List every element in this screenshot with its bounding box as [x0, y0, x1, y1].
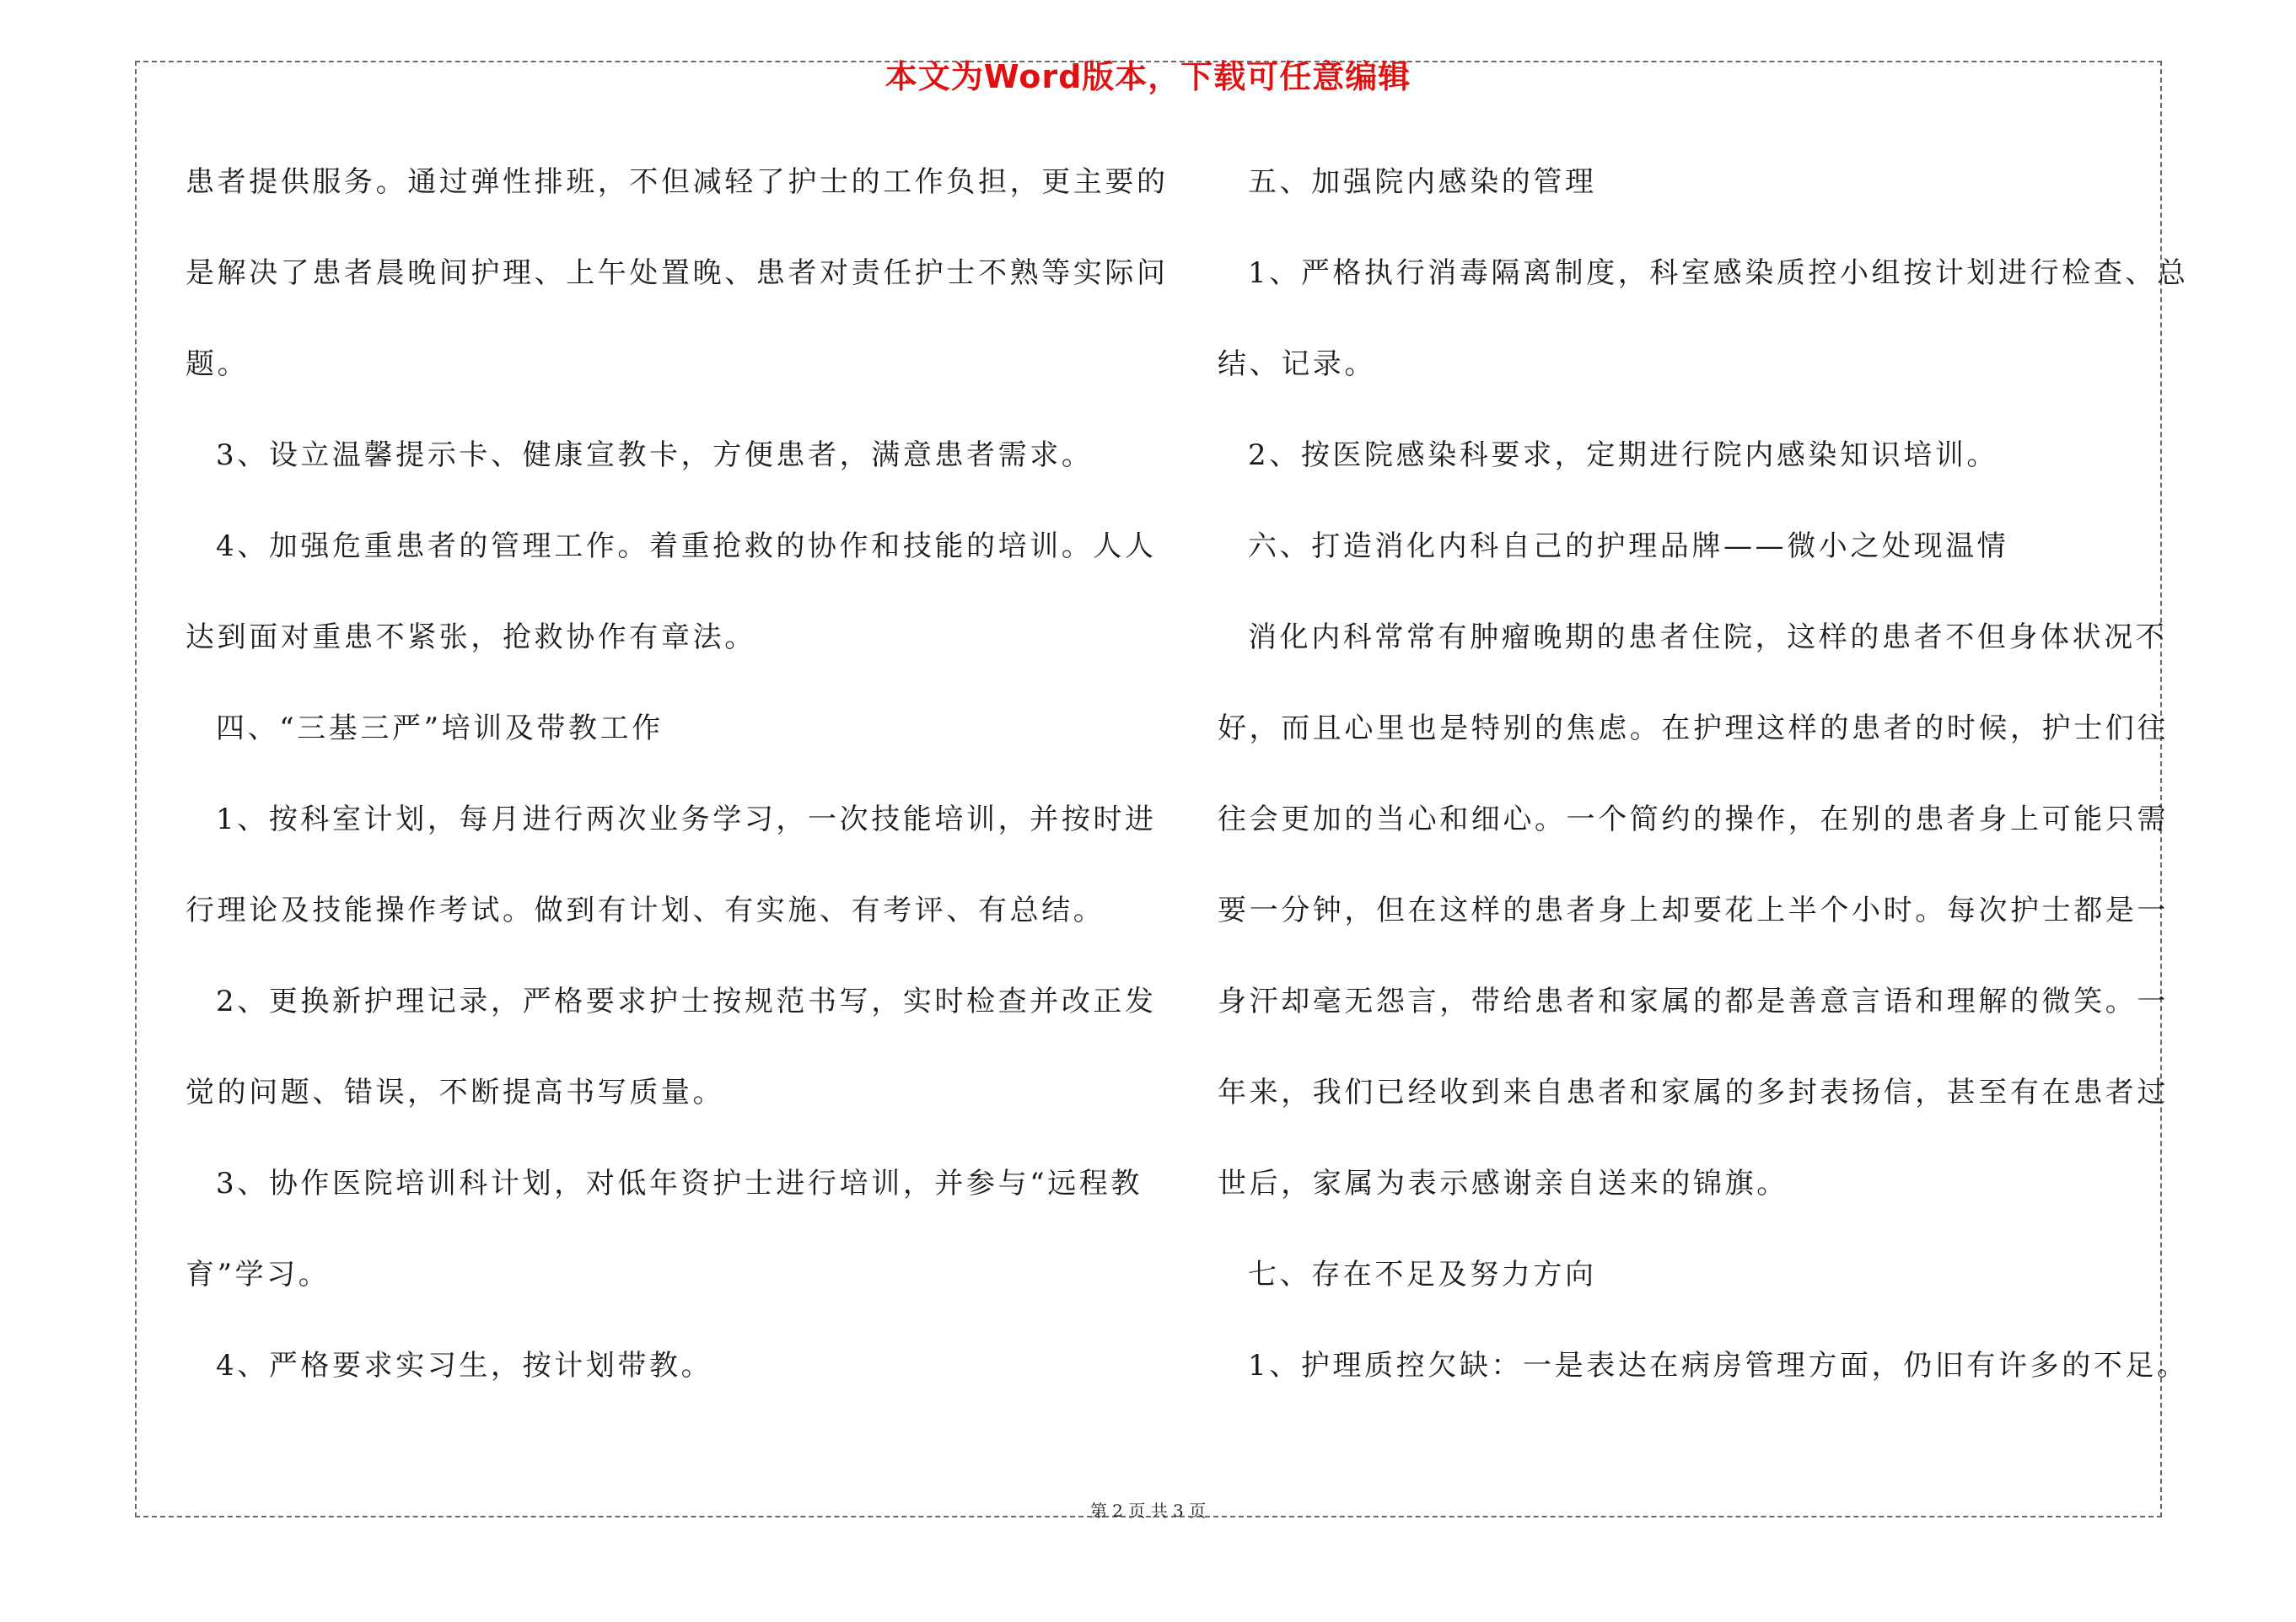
paragraph-line: 1、严格执行消毒隔离制度，科室感染质控小组按计划进行检查、总 [1248, 256, 2189, 290]
page-header-title: 本文为Word版本，下载可任意编辑 [885, 58, 1411, 95]
paragraph-line: 要一分钟，但在这样的患者身上却要花上半个小时。每次护士都是一 [1218, 894, 2169, 927]
paragraph-line: 达到面对重患不紧张，抢救协作有章法。 [186, 620, 756, 654]
paragraph-line: 1、按科室计划，每月进行两次业务学习，一次技能培训，并按时进 [216, 803, 1157, 836]
section-heading: 七、存在不足及努力方向 [1248, 1258, 1597, 1292]
paragraph-line: 年来，我们已经收到来自患者和家属的多封表扬信，甚至有在患者过 [1218, 1076, 2169, 1109]
section-heading: 五、加强院内感染的管理 [1248, 165, 1597, 199]
paragraph-line: 3、协作医院培训科计划，对低年资护士进行培训，并参与“远程教 [216, 1167, 1143, 1200]
paragraph-line: 2、按医院感染科要求，定期进行院内感染知识培训。 [1248, 438, 1999, 472]
paragraph-line: 世后，家属为表示感谢亲自送来的锦旗。 [1218, 1167, 1788, 1200]
paragraph-line: 3、设立温馨提示卡、健康宣教卡，方便患者，满意患者需求。 [216, 438, 1094, 472]
paragraph-line: 消化内科常常有肿瘤晚期的患者住院，这样的患者不但身体状况不 [1248, 620, 2168, 654]
paragraph-line: 觉的问题、错误，不断提高书写质量。 [186, 1076, 725, 1109]
page-number-footer: 第 2 页 共 3 页 [1089, 1501, 1207, 1521]
section-heading: 六、打造消化内科自己的护理品牌——微小之处现温情 [1248, 529, 2009, 563]
right-column [1218, 157, 2189, 1431]
paragraph-line: 是解决了患者晨晚间护理、上午处置晚、患者对责任护士不熟等实际问 [186, 256, 1169, 290]
paragraph-line: 结、记录。 [1218, 347, 1376, 381]
paragraph-line: 身汗却毫无怨言，带给患者和家属的都是善意言语和理解的微笑。一 [1218, 985, 2169, 1018]
paragraph-line: 2、更换新护理记录，严格要求护士按规范书写，实时检查并改正发 [216, 985, 1157, 1018]
paragraph-line: 4、严格要求实习生，按计划带教。 [216, 1349, 713, 1383]
paragraph-line: 患者提供服务。通过弹性排班，不但减轻了护士的工作负担，更主要的 [186, 165, 1169, 199]
left-column [186, 157, 1169, 1431]
paragraph-line: 往会更加的当心和细心。一个简约的操作，在别的患者身上可能只需 [1218, 803, 2169, 836]
paragraph-line: 育”学习。 [186, 1258, 331, 1292]
paragraph-line: 行理论及技能操作考试。做到有计划、有实施、有考评、有总结。 [186, 894, 1105, 927]
paragraph-line: 4、加强危重患者的管理工作。着重抢救的协作和技能的培训。人人 [216, 529, 1157, 563]
section-heading: 四、“三基三严”培训及带教工作 [216, 712, 664, 745]
paragraph-line: 题。 [186, 347, 250, 381]
paragraph-line: 1、护理质控欠缺：一是表达在病房管理方面，仍旧有许多的不足。 [1248, 1349, 2189, 1383]
paragraph-line: 好，而且心里也是特别的焦虑。在护理这样的患者的时候，护士们往 [1218, 712, 2169, 745]
